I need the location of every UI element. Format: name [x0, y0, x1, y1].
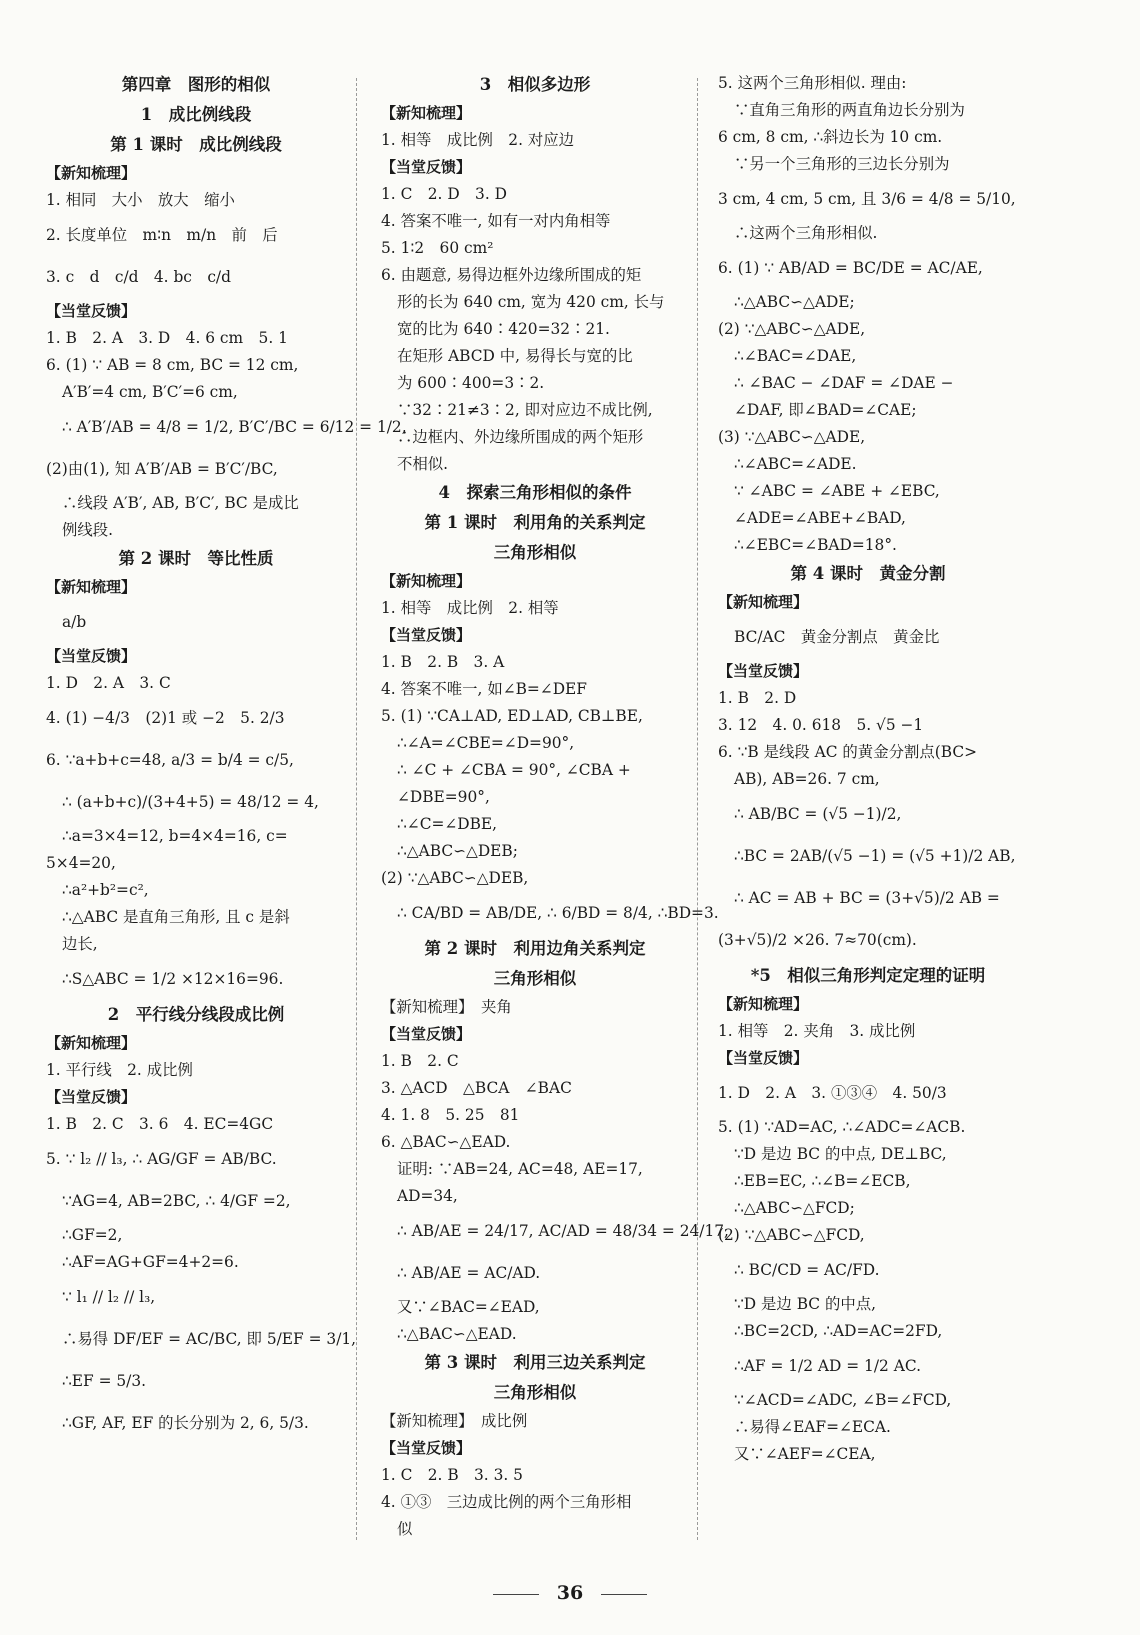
section-tag: 【当堂反馈】 [718, 1049, 809, 1067]
answer-line: 似 [397, 1520, 413, 1538]
answer-line: ∴ BC/CD = AC/FD. [734, 1261, 880, 1279]
answer-line: 3. △ACD △BCA ∠BAC [381, 1079, 572, 1097]
section-heading: 4 探索三角形相似的条件 [438, 483, 632, 502]
answer-line: 4. (1) −4/3 (2)1 或 −2 5. 2/3 [46, 709, 285, 727]
answer-line: 【新知梳理】 成比例 [381, 1412, 528, 1430]
answer-line: 1. B 2. B 3. A [381, 653, 505, 671]
answer-line: ∴易得 DF/EF = AC/BC, 即 5/EF = 3/1, [62, 1330, 357, 1348]
answer-line: ∴ AB/BC = (√5 −1)/2, [734, 805, 902, 823]
answer-line: ∴ (a+b+c)/(3+4+5) = 48/12 = 4, [62, 793, 319, 811]
answer-line: ∠DBE=90°, [397, 788, 490, 806]
answer-line: 例线段. [62, 521, 114, 539]
answer-line: 1. B 2. C [381, 1052, 459, 1070]
section-heading: 1 成比例线段 [140, 105, 252, 124]
answer-line: ∴ CA/BD = AB/DE, ∴ 6/BD = 8/4, ∴BD=3. [397, 904, 719, 922]
answer-line: ∴∠C=∠DBE, [397, 815, 498, 833]
answer-line: 1. 相等 成比例 2. 相等 [381, 599, 559, 617]
answer-line: 又∵∠AEF=∠CEA, [734, 1445, 876, 1463]
answer-line: 6. ∵B 是线段 AC 的黄金分割点(BC> [718, 743, 978, 761]
answer-line: ∴线段 A′B′, AB, B′C′, BC 是成比 [62, 494, 299, 512]
answer-line: 【新知梳理】 夹角 [381, 998, 512, 1016]
answer-line: ∴ A′B′/AB = 4/8 = 1/2, B′C′/BC = 6/12 = 1/2, [62, 418, 407, 436]
answer-line: 4. 1. 8 5. 25 81 [381, 1106, 520, 1124]
section-tag: 【新知梳理】 [46, 578, 137, 596]
answer-line: ∴GF=2, [62, 1226, 123, 1244]
answer-line: ∴边框内、外边缘所围成的两个矩形 [397, 428, 644, 446]
answer-line: A′B′=4 cm, B′C′=6 cm, [62, 383, 238, 401]
answer-line: 6. (1) ∵ AB/AD = BC/DE = AC/AE, [718, 259, 983, 277]
section-tag: 【当堂反馈】 [718, 662, 809, 680]
answer-line: ∴∠A=∠CBE=∠D=90°, [397, 734, 575, 752]
section-heading: 第 4 课时 黄金分割 [790, 564, 946, 583]
answer-line: 边长, [62, 935, 98, 953]
answer-line: 1. C 2. B 3. 3. 5 [381, 1466, 523, 1484]
answer-line: 3. 12 4. 0. 618 5. √5 −1 [718, 716, 924, 734]
answer-line: ∴△BAC∽△EAD. [397, 1325, 517, 1343]
answer-line: AD=34, [397, 1187, 458, 1205]
section-heading: 2 平行线分线段成比例 [107, 1005, 285, 1024]
section-tag: 【当堂反馈】 [46, 1088, 137, 1106]
section-heading: 第 2 课时 利用边角关系判定 [424, 939, 646, 958]
answer-line: (2)由(1), 知 A′B′/AB = B′C′/BC, [46, 460, 278, 478]
answer-line: 1. 平行线 2. 成比例 [46, 1061, 193, 1079]
answer-line: ∴AF = 1/2 AD = 1/2 AC. [734, 1357, 921, 1375]
section-tag: 【当堂反馈】 [46, 647, 137, 665]
answer-line: 5. (1) ∵AD=AC, ∴∠ADC=∠ACB. [718, 1118, 966, 1136]
answer-line: AB), AB=26. 7 cm, [734, 770, 880, 788]
answer-line: 6 cm, 8 cm, ∴斜边长为 10 cm. [718, 128, 943, 146]
answer-line: ∴BC = 2AB/(√5 −1) = (√5 +1)/2 AB, [734, 847, 1016, 865]
answer-line: ∴∠ABC=∠ADE. [734, 455, 857, 473]
section-tag: 【新知梳理】 [718, 995, 809, 1013]
answer-line: 3 cm, 4 cm, 5 cm, 且 3/6 = 4/8 = 5/10, [718, 190, 1016, 208]
section-heading: 3 相似多边形 [479, 75, 591, 94]
section-heading: 三角形相似 [493, 969, 577, 988]
section-heading: 第 1 课时 成比例线段 [110, 135, 282, 154]
answer-line: ∵直角三角形的两直角边长分别为 [734, 101, 965, 119]
answer-line: ∴ ∠C + ∠CBA = 90°, ∠CBA + [397, 761, 631, 779]
answer-line: (2) ∵△ABC∽△FCD, [718, 1226, 865, 1244]
answer-line: 3. c d c/d 4. bc c/d [46, 268, 231, 286]
answer-line: 又∵∠BAC=∠EAD, [397, 1298, 540, 1316]
answer-line: 1. D 2. A 3. C [46, 674, 171, 692]
answer-column-2 [381, 70, 729, 1543]
answer-line: 4. 答案不唯一, 如∠B=∠DEF [381, 680, 587, 698]
answer-line: 6. 由题意, 易得边框外边缘所围成的矩 [381, 266, 642, 284]
answer-line: ∴这两个三角形相似. [734, 224, 878, 242]
answer-line: ∴∠BAC=∠DAE, [734, 347, 857, 365]
section-heading: 第 3 课时 利用三边关系判定 [424, 1353, 646, 1372]
section-tag: 【当堂反馈】 [381, 1439, 472, 1457]
section-tag: 【新知梳理】 [46, 1034, 137, 1052]
answer-line: (2) ∵△ABC∽△DEB, [381, 869, 529, 887]
section-tag: 【新知梳理】 [46, 164, 137, 182]
answer-line: ∵ ∠ABC = ∠ABE + ∠EBC, [734, 482, 940, 500]
answer-line: ∴AF=AG+GF=4+2=6. [62, 1253, 239, 1271]
section-heading: 三角形相似 [493, 543, 577, 562]
answer-line: 1. B 2. D [718, 689, 797, 707]
answer-line: 6. △BAC∽△EAD. [381, 1133, 511, 1151]
answer-line: ∴△ABC∽△DEB; [397, 842, 518, 860]
answer-line: ∴BC=2CD, ∴AD=AC=2FD, [734, 1322, 943, 1340]
answer-line: ∵AG=4, AB=2BC, ∴ 4/GF =2, [62, 1192, 291, 1210]
page-number-text: 36 [556, 1582, 584, 1604]
answer-line: 1. 相等 成比例 2. 对应边 [381, 131, 575, 149]
section-tag: 【当堂反馈】 [46, 302, 137, 320]
answer-line: ∠DAF, 即∠BAD=∠CAE; [734, 401, 917, 419]
answer-line: 在矩形 ABCD 中, 易得长与宽的比 [397, 347, 633, 365]
answer-line: 4. ①③ 三边成比例的两个三角形相 [381, 1493, 632, 1511]
section-heading: 第 1 课时 利用角的关系判定 [424, 513, 646, 532]
answer-line: 1. 相等 2. 夹角 3. 成比例 [718, 1022, 916, 1040]
answer-line: ∵∠ACD=∠ADC, ∠B=∠FCD, [734, 1391, 952, 1409]
answer-column-3 [718, 70, 1018, 1468]
section-tag: 【新知梳理】 [381, 104, 472, 122]
section-heading: *5 相似三角形判定定理的证明 [750, 966, 986, 985]
answer-line: 证明: ∵AB=24, AC=48, AE=17, [397, 1160, 643, 1178]
answer-line: ∴易得∠EAF=∠ECA. [734, 1418, 891, 1436]
answer-line: 宽的比为 640∶420=32∶21. [397, 320, 610, 338]
answer-line: (3+√5)/2 ×26. 7≈70(cm). [718, 931, 917, 949]
answer-line: ∵D 是边 BC 的中点, [734, 1295, 877, 1313]
answer-line: 1. 相同 大小 放大 缩小 [46, 191, 235, 209]
answer-line: ∴△ABC∽△FCD; [734, 1199, 855, 1217]
answer-line: 5. ∵ l₂ // l₃, ∴ AG/GF = AB/BC. [46, 1150, 277, 1168]
answer-line: ∴ AC = AB + BC = (3+√5)/2 AB = [734, 889, 1000, 907]
section-tag: 【新知梳理】 [381, 572, 472, 590]
answer-line: 1. B 2. A 3. D 4. 6 cm 5. 1 [46, 329, 288, 347]
column-divider-1 [356, 78, 357, 1540]
answer-line: ∵D 是边 BC 的中点, DE⊥BC, [734, 1145, 947, 1163]
section-tag: 【当堂反馈】 [381, 158, 472, 176]
answer-line: 2. 长度单位 m∶n m/n 前 后 [46, 226, 278, 244]
answer-line: ∴ AB/AE = AC/AD. [397, 1264, 541, 1282]
answer-line: 5. (1) ∵CA⊥AD, ED⊥AD, CB⊥BE, [381, 707, 643, 725]
answer-line: ∴∠EBC=∠BAD=18°. [734, 536, 897, 554]
answer-line: 形的长为 640 cm, 宽为 420 cm, 长与 [397, 293, 665, 311]
section-tag: 【新知梳理】 [718, 593, 809, 611]
answer-line: ∴a²+b²=c², [62, 881, 149, 899]
answer-line: ∵ l₁ // l₂ // l₃, [62, 1288, 156, 1306]
section-tag: 【当堂反馈】 [381, 626, 472, 644]
section-tag: 【当堂反馈】 [381, 1025, 472, 1043]
answer-line: (3) ∵△ABC∽△ADE, [718, 428, 866, 446]
answer-line: 1. C 2. D 3. D [381, 185, 507, 203]
answer-line: ∠ADE=∠ABE+∠BAD, [734, 509, 906, 527]
answer-line: 为 600∶400=3∶2. [397, 374, 545, 392]
answer-line: 5. 这两个三角形相似. 理由: [718, 74, 907, 92]
answer-line: ∵32∶21≠3∶2, 即对应边不成比例, [397, 401, 653, 419]
answer-line: ∴a=3×4=12, b=4×4=16, c= [62, 827, 288, 845]
page-number [0, 1582, 1140, 1604]
answer-line: a/b [62, 613, 87, 631]
answer-line: ∴ AB/AE = 24/17, AC/AD = 48/34 = 24/17, [397, 1222, 729, 1240]
answer-line: (2) ∵△ABC∽△ADE, [718, 320, 866, 338]
answer-line: 5. 1∶2 60 cm² [381, 239, 494, 257]
answer-line: ∴△ABC 是直角三角形, 且 c 是斜 [62, 908, 290, 926]
answer-column-1 [46, 70, 407, 1444]
answer-line: 5×4=20, [46, 854, 116, 872]
answer-line: ∴△ABC∽△ADE; [734, 293, 855, 311]
answer-line: ∴GF, AF, EF 的长分别为 2, 6, 5/3. [62, 1414, 309, 1432]
answer-line: ∴EF = 5/3. [62, 1372, 147, 1390]
answer-line: BC/AC 黄金分割点 黄金比 [734, 628, 940, 646]
answer-line: 6. ∵a+b+c=48, a/3 = b/4 = c/5, [46, 751, 294, 769]
answer-line: 不相似. [397, 455, 449, 473]
section-heading: 三角形相似 [493, 1383, 577, 1402]
answer-line: ∴ ∠BAC − ∠DAF = ∠DAE − [734, 374, 954, 392]
answer-line: ∵另一个三角形的三边长分别为 [734, 155, 950, 173]
answer-line: ∴S△ABC = 1/2 ×12×16=96. [62, 970, 284, 988]
column-divider-2 [697, 78, 698, 1540]
section-heading: 第 2 课时 等比性质 [118, 549, 274, 568]
section-heading: 第四章 图形的相似 [121, 75, 271, 94]
answer-line: 1. B 2. C 3. 6 4. EC=4GC [46, 1115, 274, 1133]
answer-line: 4. 答案不唯一, 如有一对内角相等 [381, 212, 611, 230]
answer-line: 1. D 2. A 3. ①③④ 4. 50/3 [718, 1084, 947, 1102]
answer-line: ∴EB=EC, ∴∠B=∠ECB, [734, 1172, 911, 1190]
answer-line: 6. (1) ∵ AB = 8 cm, BC = 12 cm, [46, 356, 299, 374]
